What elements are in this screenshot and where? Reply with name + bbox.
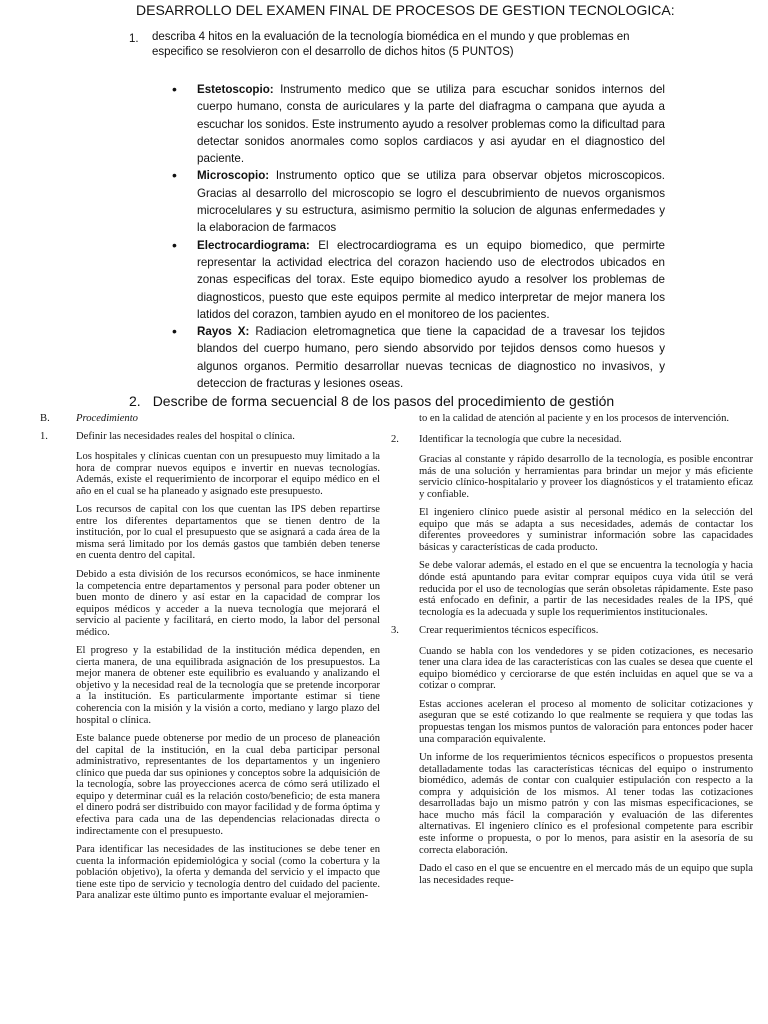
answer-text: Instrumento optico que se utiliza para observar objetos microscopicos. Gracias al desarrollo del microscopio se logro el descubrimiento de nuevos organismos microcelulares y su estructura, asimismo permitio la solucion de algunas enfermedades y la elaboracion de farmacos bbox=[197, 169, 665, 235]
answer-text: Radiacion eletromagnetica que tiene la capacidad de a travesar los tejidos blandos del cuerpo humano, pero siendo absorvido por tejidos densos como huesos y algunos organos. Permitio desarrollar nuevas tecnicas de diagnostico no invasivos, y deteccion de fracturas y lesiones oseas. bbox=[197, 325, 665, 391]
paragraph: Para identificar las necesidades de las instituciones se debe tener en cuenta la información epidemiológica y social (como la cobertura y la población objetivo), la oferta y demanda del servicio y el impacto que tiene este tipo de servicio y tecnología dentro del cuidado del paciente. Para analizar este último punto es importante evaluar el mejoramien- bbox=[76, 844, 380, 902]
answer-term: Rayos X: bbox=[197, 325, 250, 339]
scan-left-column bbox=[40, 413, 380, 909]
step-3-heading bbox=[391, 625, 753, 637]
step-number: 2. bbox=[391, 433, 399, 445]
step-number: 3. bbox=[391, 625, 399, 637]
paragraph: Un informe de los requerimientos técnicos específicos o propuestos presenta detalladamente todas las características técnicas del equipo o instrumento biomédico, además de contar con cualquier estipulación con respecto a la compra y adquisición de los mismos. Al tener todas las cotizaciones desarrolladas bajo un mismo patrón y con las mismas especificaciones, se hace mucho más fácil la comparación y evaluación de las diferentes alternativas. El ingeniero clínico es el profesional competente para escribir este informe o propuesta, o por lo menos, para asistir en la asesoría de su correcta elaboración. bbox=[419, 752, 753, 856]
paragraph: Estas acciones aceleran el proceso al momento de solicitar cotizaciones y aseguran que se esté cotizando lo que realmente se requiera y que todas las propuestas tengan los mismos puntos de valoración para entonces poder hacer una comparación equivalente. bbox=[419, 698, 753, 745]
question-2 bbox=[129, 393, 614, 409]
paragraph: Cuando se habla con los vendedores y se piden cotizaciones, es necesario tener una clara idea de las características con las cuales se desea que cuente el equipo biomédico y cerciorarse de que estén incluidas en aquel que se va a cotizar o comprar. bbox=[419, 645, 753, 692]
paragraph: Debido a esta división de los recursos económicos, se hace inminente la competencia entre departamentos y personal para poder obtener un buen monto de dinero y así estar en la capacidad de comprar los equipos médicos y acceder a la nueva tecnología que mejorará el servicio al paciente y facilitará, en cierto modo, la labor del personal médico. bbox=[76, 569, 380, 638]
answer-term: Electrocardiograma: bbox=[197, 238, 310, 252]
answer-text: El electrocardiograma es un equipo biomedico, que permirte representar la actividad electrica del corazon haciendo uso de electrodos ubicados en zonas especificas del torax. Este equipo biomedico ayudo a resolver los problemas de diagnosticos, puesto que este equipos permite al medico interpretar de mejor manera los latidos del corazon, tambien ayudo en el monitoreo de los pacientes. bbox=[197, 238, 665, 321]
scan-right-column bbox=[391, 413, 753, 893]
answer-term: Microscopio: bbox=[197, 169, 270, 183]
step-1-heading bbox=[40, 431, 380, 443]
question-2-number: 2. bbox=[129, 393, 141, 409]
paragraph: Dado el caso en el que se encuentre en el mercado más de un equipo que supla las necesidades reque- bbox=[419, 863, 753, 886]
answer-list bbox=[170, 81, 665, 392]
answer-item bbox=[170, 323, 665, 392]
paragraph: Los recursos de capital con los que cuentan las IPS deben repartirse entre los diferentes departamentos que se tienen dentro de la institución, por lo cual el presupuesto que se asignará a cada área de la misma será limitado por los demás gastos que también deben tenerse en cuenta dentro del capital. bbox=[76, 504, 380, 562]
section-title: Procedimiento bbox=[76, 413, 138, 424]
paragraph: Gracias al constante y rápido desarrollo de la tecnología, es posible encontrar más de una solución y herramientas para brindar un mejor y más eficiente servicio clínico-hospitalario y proveer los diagnósticos y el tratamiento eficaz y confiable. bbox=[419, 454, 753, 500]
section-letter: B. bbox=[40, 413, 50, 424]
paragraph: El ingeniero clínico puede asistir al personal médico en la selección del equipo que más se adapta a sus necesidades, además de contactar los diferentes proveedores y suministrar información sobre las capacidades básicas y características de cada producto. bbox=[419, 507, 753, 553]
answer-item bbox=[170, 81, 665, 167]
answer-text: Instrumento medico que se utiliza para escuchar sonidos internos del cuerpo humano, consta de auriculares y la parte del diafragma o campana que ayuda a escuchar los sonidos. Este instrumento ayudo a resolver problemas como la dificultad para detectar sonidos anormales como soplos cardiacos y asi ayudar en el diagnostico del paciente. bbox=[197, 83, 665, 166]
step-title: Definir las necesidades reales del hospital o clínica. bbox=[76, 430, 295, 442]
step-title: Crear requerimientos técnicos específicos. bbox=[419, 625, 599, 637]
step-2-heading bbox=[391, 434, 753, 446]
question-1-number: 1. bbox=[129, 33, 139, 45]
question-2-text: Describe de forma secuencial 8 de los pasos del procedimiento de gestión bbox=[152, 393, 615, 409]
document-title: DESARROLLO DEL EXAMEN FINAL DE PROCESOS DE GESTION TECNOLOGICA: bbox=[136, 2, 675, 18]
section-header bbox=[40, 413, 380, 425]
answer-term: Estetoscopio: bbox=[197, 83, 274, 96]
paragraph: El progreso y la estabilidad de la institución médica dependen, en cierta manera, de una equilibrada asignación de los presupuestos. La mejor manera de obtener este equilibrio es evaluando y analizando el objetivo y la necesidad real de la tecnología que se pretende incorporar a la institución. Es particularmente importante estimar si tiene coherencia con la misión y la visión a corto, mediano y largo plazo del hospital o clínica. bbox=[76, 645, 380, 726]
paragraph-continuation: to en la calidad de atención al paciente y en los procesos de intervención. bbox=[419, 413, 730, 424]
paragraph: Se debe valorar además, el estado en el que se encuentra la tecnología y hacia dónde está apuntando para evitar comprar equipos cuya vida útil se verá reducida por el uso de tecnologías que serán obsoletas rápidamente. Este paso está enfocado en definir, a partir de las necesidades reales de la IPS, qué tecnología es la adecuada y suple los requerimientos institucionales. bbox=[419, 560, 753, 618]
step-title: Identificar la tecnología que cubre la necesidad. bbox=[419, 433, 622, 445]
question-1-text: describa 4 hitos en la evaluación de la tecnología biomédica en el mundo y que problemas en especifico se resolvieron con el desarrollo de dichos hitos (5 PUNTOS) bbox=[152, 31, 630, 58]
answer-item bbox=[170, 167, 665, 236]
paragraph: Este balance puede obtenerse por medio de un proceso de planeación del capital de la institución, en la cual deba participar personal administrativo, representantes de los departamentos y un ingeniero clínico que pueda dar sus opiniones y conceptos sobre la adquisición de la tecnología, sobre las proyecciones acerca de cómo será utilizado el equipo y determinar cuál es la relación costo/beneficio; de esta manera el dinero podrá ser distribuido con mayor facilidad y de forma óptima y efectiva para cada una de las dependencias relacionadas directa o indirectamente con el presupuesto. bbox=[76, 733, 380, 837]
paragraph: Los hospitales y clínicas cuentan con un presupuesto muy limitado a la hora de comprar nuevos equipos e invertir en nuevas tecnologías. Además, existe el requerimiento de incorporar el equipo médico en el año en el cual se ha planeado y asignado este presupuesto. bbox=[76, 451, 380, 497]
step-number: 1. bbox=[40, 430, 48, 442]
answer-item bbox=[170, 237, 665, 323]
